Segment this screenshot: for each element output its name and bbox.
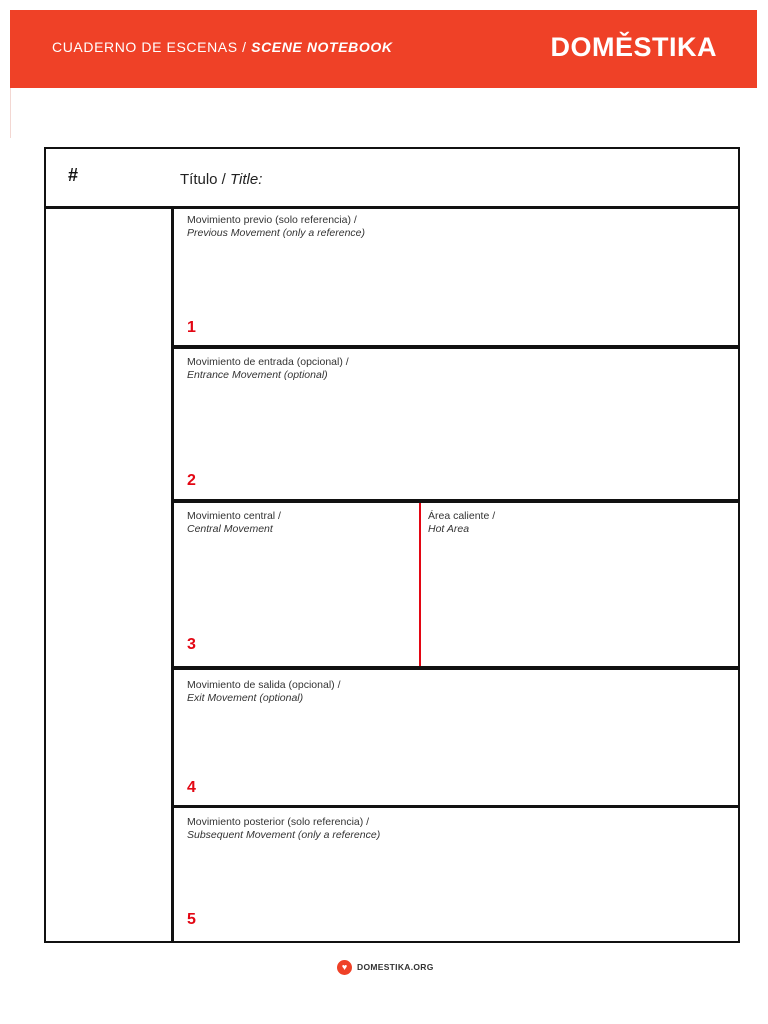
row-divider-1: [174, 345, 738, 349]
hot-area-label: [428, 510, 495, 536]
notebook-title-es: CUADERNO DE ESCENAS /: [52, 39, 252, 55]
section-5-label-es: Movimiento posterior (solo referencia) /: [187, 816, 370, 828]
section-4-label-es: Movimiento de salida (opcional) /: [187, 679, 341, 691]
domestika-logo: DOMĚSTIKA: [550, 32, 717, 62]
header-bar: [10, 10, 757, 88]
section-2-number: 2: [187, 472, 196, 489]
section-5-number: 5: [187, 911, 196, 928]
section-2-label-es: Movimiento de entrada (opcional) /: [187, 356, 349, 368]
row-divider-4: [174, 805, 738, 808]
section-3-label: [187, 510, 281, 536]
left-column-divider: [171, 209, 174, 941]
footer-link[interactable]: DOMESTIKA.ORG: [357, 962, 434, 972]
section-3-label-en: Central Movement: [187, 523, 273, 535]
scene-form: [44, 147, 740, 943]
section-2-label-en: Entrance Movement (optional): [187, 369, 328, 381]
row-divider-3: [174, 666, 738, 670]
domestika-heart-icon: ♥: [337, 960, 352, 975]
section-1-label: [187, 214, 365, 240]
section-5-label-en: Subsequent Movement (only a reference): [187, 829, 381, 841]
section-2-label: [187, 356, 349, 382]
hot-area-label-es: Área caliente /: [428, 510, 496, 522]
section-1-label-en: Previous Movement (only a reference): [187, 227, 365, 239]
section-4-number: 4: [187, 779, 196, 796]
scene-number-label: #: [68, 165, 79, 185]
row-divider-2: [174, 499, 738, 503]
section-3-number: 3: [187, 636, 196, 653]
notebook-title: [52, 39, 393, 55]
section-1-number: 1: [187, 319, 196, 336]
title-label-es: Título /: [180, 171, 231, 188]
section-4-label: [187, 679, 341, 705]
hot-area-label-en: Hot Area: [428, 523, 470, 535]
notebook-title-en: SCENE NOTEBOOK: [251, 39, 393, 55]
hot-area-divider: [419, 503, 421, 666]
section-3-label-es: Movimiento central /: [187, 510, 281, 522]
title-label-en: Title:: [230, 171, 263, 188]
title-label: [180, 171, 262, 188]
section-4-label-en: Exit Movement (optional): [187, 692, 304, 704]
page-edge-mark: [10, 88, 11, 138]
footer: [337, 959, 434, 975]
title-divider: [46, 206, 738, 209]
section-1-label-es: Movimiento previo (solo referencia) /: [187, 214, 357, 226]
section-5-label: [187, 816, 380, 842]
